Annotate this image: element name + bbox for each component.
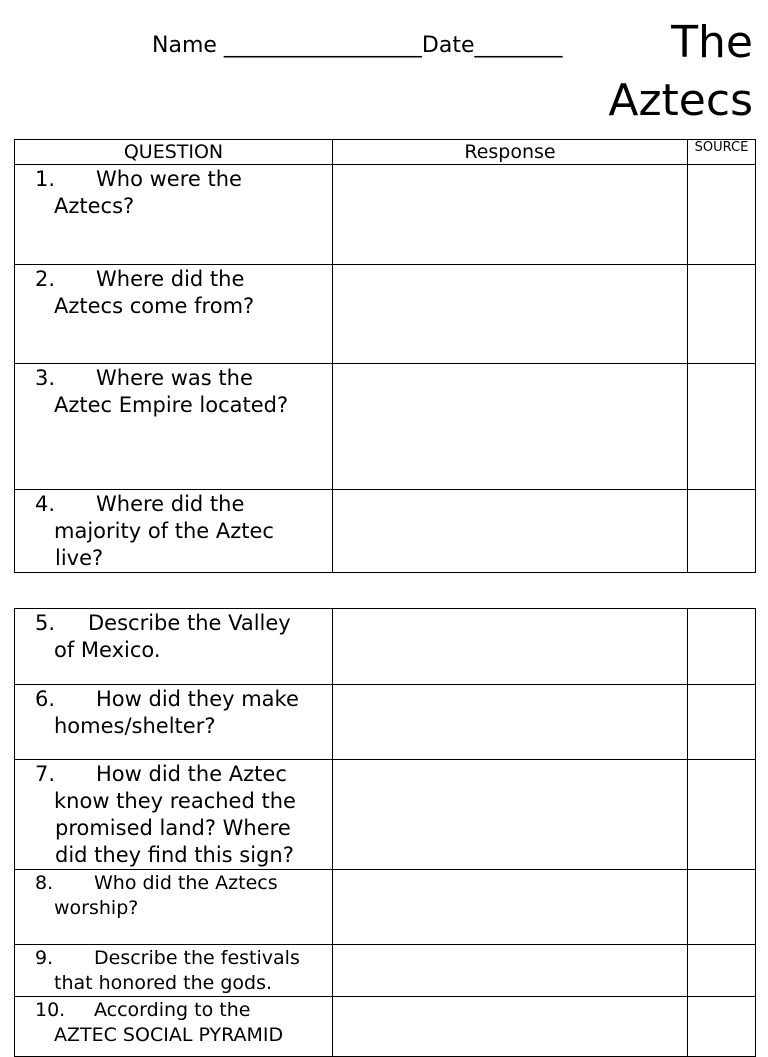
name-label: Name — [152, 33, 217, 58]
response-cell[interactable] — [333, 685, 688, 760]
title-line-2: Aztecs — [608, 75, 753, 126]
response-cell[interactable] — [333, 945, 688, 997]
question-number: 10. — [35, 999, 66, 1021]
source-cell[interactable] — [688, 685, 756, 760]
source-cell[interactable] — [688, 760, 756, 870]
response-header: Response — [333, 140, 688, 165]
table-row — [15, 490, 756, 573]
question-text-cont: Aztecs come from? — [54, 294, 255, 318]
question-text: Describe the festivals — [94, 947, 300, 969]
response-cell[interactable] — [333, 165, 688, 265]
question-cell — [15, 265, 333, 364]
question-cell — [15, 490, 333, 573]
response-cell[interactable] — [333, 997, 688, 1057]
table-row — [15, 265, 756, 364]
response-cell[interactable] — [333, 265, 688, 364]
response-cell[interactable] — [333, 760, 688, 870]
response-cell[interactable] — [333, 364, 688, 490]
question-cell — [15, 997, 333, 1057]
question-number: 2. — [35, 267, 56, 291]
question-text: Where did the — [96, 492, 245, 516]
question-number: 8. — [35, 872, 54, 894]
question-text-cont: worship? — [54, 897, 139, 919]
response-cell[interactable] — [333, 490, 688, 573]
question-number: 3. — [35, 366, 56, 390]
question-number: 1. — [35, 167, 56, 191]
table-row — [15, 609, 756, 685]
date-label: Date — [421, 33, 475, 58]
response-cell[interactable] — [333, 870, 688, 945]
questions-table-1 — [14, 139, 756, 573]
question-text: How did they make — [96, 687, 299, 711]
question-text: Where did the — [96, 267, 245, 291]
name-date-line — [152, 33, 563, 58]
question-header: QUESTION — [15, 140, 333, 165]
question-number: 5. — [35, 611, 56, 635]
question-text-cont: know they reached the promised land? Where did they find this sign? — [54, 789, 296, 867]
source-cell[interactable] — [688, 870, 756, 945]
question-text: How did the Aztec — [96, 762, 287, 786]
question-cell — [15, 870, 333, 945]
table-row — [15, 997, 756, 1057]
question-number: 6. — [35, 687, 56, 711]
header-row — [15, 140, 756, 165]
question-text: Describe the Valley — [88, 611, 291, 635]
question-text: Who were the — [96, 167, 242, 191]
question-number: 9. — [35, 947, 54, 969]
source-cell[interactable] — [688, 165, 756, 265]
question-number: 4. — [35, 492, 56, 516]
table-row — [15, 364, 756, 490]
name-blank[interactable]: __________________ — [223, 33, 422, 58]
response-cell[interactable] — [333, 609, 688, 685]
question-cell — [15, 760, 333, 870]
source-header: SOURCE — [688, 140, 756, 165]
question-text-cont: Aztec Empire located? — [54, 393, 289, 417]
question-text: According to the — [94, 999, 251, 1021]
question-cell — [15, 165, 333, 265]
source-cell[interactable] — [688, 265, 756, 364]
question-cell — [15, 685, 333, 760]
page-title — [608, 14, 753, 130]
question-text-cont: that honored the gods. — [54, 972, 273, 994]
question-text: Where was the — [96, 366, 253, 390]
source-cell[interactable] — [688, 609, 756, 685]
question-number: 7. — [35, 762, 56, 786]
question-text: Who did the Aztecs — [94, 872, 278, 894]
table-row — [15, 165, 756, 265]
question-text-cont: of Mexico. — [54, 638, 161, 662]
table-row — [15, 945, 756, 997]
source-cell[interactable] — [688, 364, 756, 490]
source-cell[interactable] — [688, 945, 756, 997]
table-row — [15, 685, 756, 760]
date-blank[interactable]: ________ — [474, 33, 563, 58]
question-cell — [15, 945, 333, 997]
question-text-cont: Aztecs? — [54, 194, 135, 218]
table-row — [15, 760, 756, 870]
question-text-cont: majority of the Aztec live? — [54, 519, 274, 570]
question-cell — [15, 364, 333, 490]
question-text-cont: homes/shelter? — [54, 714, 216, 738]
source-cell[interactable] — [688, 997, 756, 1057]
table-row — [15, 870, 756, 945]
source-cell[interactable] — [688, 490, 756, 573]
question-cell — [15, 609, 333, 685]
title-line-1: The — [671, 17, 753, 68]
question-text-cont: AZTEC SOCIAL PYRAMID — [54, 1024, 284, 1046]
questions-table-2 — [14, 608, 756, 1057]
